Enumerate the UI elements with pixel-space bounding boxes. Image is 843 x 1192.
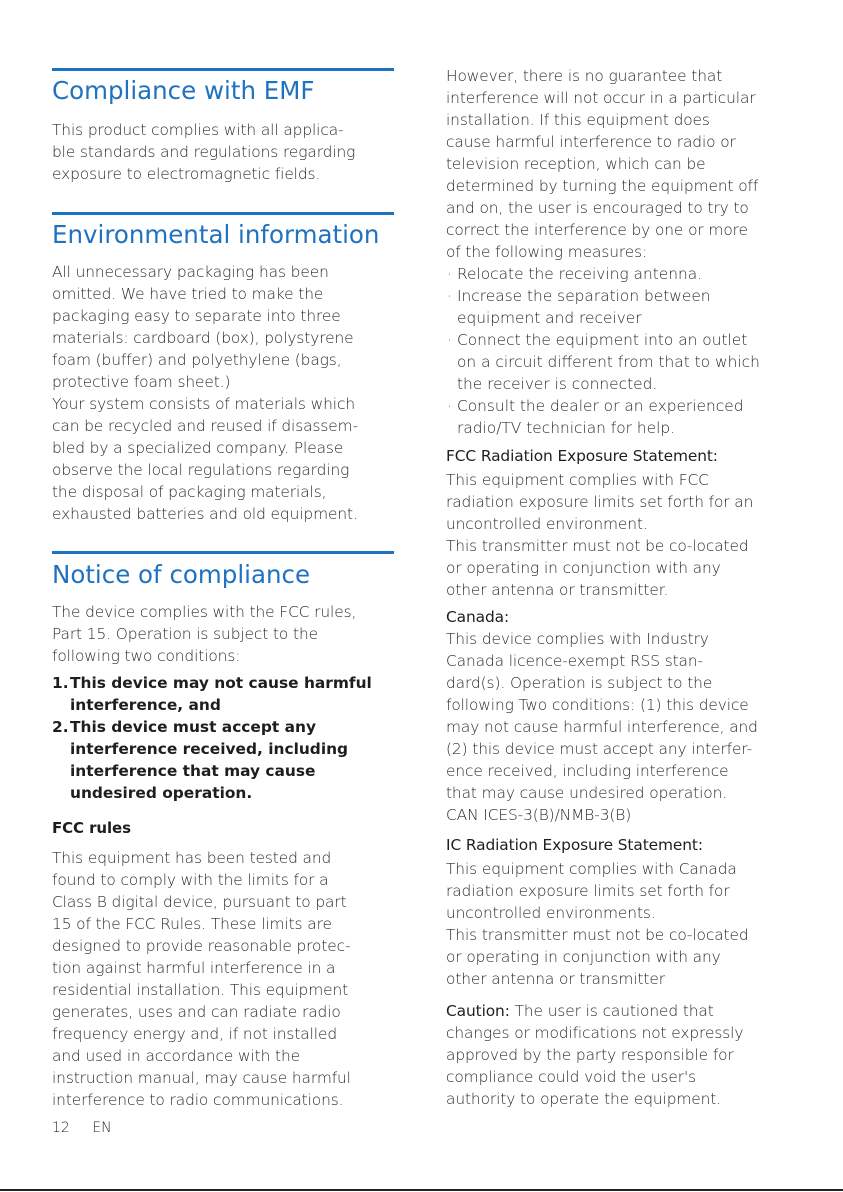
fcc-rules-body: This equipment has been tested and found to comply with the limits for a Class B digital device, pursuant to part 15 of the FCC Rules. These limits are designed to provide reasonable protec- tion against harmful interference in a residential installation. This equipment generates, uses and can radiate radio frequency energy and, if not installed and used in accordance with the instruction manual, may cause harmful interference to radio communications. bbox=[52, 849, 351, 1109]
language-code: EN bbox=[92, 1120, 112, 1136]
page-number: 12 bbox=[52, 1120, 70, 1136]
fcc-radiation-body: This equipment complies with FCC radiation exposure limits set forth for an uncontrolled environment. This transmitter must not be co-located or operating in conjunction with any other antenna or transmitter. bbox=[446, 471, 754, 599]
canada-body: This device complies with Industry Canada licence-exempt RSS stan- dard(s). Operation is subject to the following Two conditions: (1) this device may not cause harmful interference, and (2) this device must accept any interfer- ence received, including interference that may cause undesired operation. CAN ICES-3(B)/NMB-3(B) bbox=[446, 630, 758, 824]
section-rule bbox=[52, 68, 394, 71]
ic-radiation-body: This equipment complies with Canada radiation exposure limits set forth for uncontrolled environments. This transmitter must not be co-located or operating in conjunction with any other antenna or transmitter bbox=[446, 860, 749, 988]
ic-radiation-title: IC Radiation Exposure Statement: bbox=[446, 836, 703, 854]
list-item: · Connect the equipment into an outlet on a circuit different from that to which the receiver is connected. bbox=[447, 331, 760, 393]
list-item: 2. This device must accept any interference received, including interference that may cause undesired operation. bbox=[52, 718, 349, 802]
list-item: · Consult the dealer or an experienced radio/TV technician for help. bbox=[447, 397, 744, 437]
page-footer bbox=[52, 1118, 130, 1138]
list-item: 1. This device may not cause harmful interference, and bbox=[52, 674, 372, 714]
conditions-list bbox=[52, 672, 397, 804]
section-rule bbox=[52, 551, 394, 554]
list-item: · Increase the separation between equipment and receiver bbox=[447, 287, 711, 327]
measures-list bbox=[446, 263, 798, 439]
notice-intro: The device complies with the FCC rules, Part 15. Operation is subject to the following two conditions: bbox=[52, 603, 357, 665]
notice-heading: Notice of compliance bbox=[52, 560, 311, 589]
fcc-rules-title: FCC rules bbox=[52, 819, 131, 837]
section-rule bbox=[52, 212, 394, 215]
list-item: · Relocate the receiving antenna. bbox=[447, 265, 703, 283]
caution-label: Caution: bbox=[446, 1002, 510, 1020]
env-body-2: Your system consists of materials which can be recycled and reused if disassem- bled by a specialized company. Please observe the local regulations regarding the disposal of packaging materials, exhausted batteries and old equipment. bbox=[52, 395, 359, 523]
emf-heading: Compliance with EMF bbox=[52, 76, 315, 105]
env-body-1: All unnecessary packaging has been omitted. We have tried to make the packaging easy to separate into three materials: cardboard (box), polystyrene foam (buffer) and polyethylene (bags, protective foam sheet.) bbox=[52, 263, 354, 391]
bottom-divider bbox=[0, 1189, 843, 1191]
env-heading: Environmental information bbox=[52, 220, 380, 249]
caution-body: The user is cautioned that changes or modifications not expressly approved by the party responsible for compliance could void the user's authority to operate the equipment. bbox=[446, 1002, 744, 1108]
canada-title: Canada: bbox=[446, 608, 510, 626]
caution-paragraph bbox=[446, 1000, 798, 1110]
fcc-radiation-title: FCC Radiation Exposure Statement: bbox=[446, 447, 718, 465]
emf-body: This product complies with all applica- ble standards and regulations regarding exposure to electromagnetic fields. bbox=[52, 121, 356, 183]
however-body: However, there is no guarantee that interference will not occur in a particular installation. If this equipment does cause harmful interference to radio or television reception, which can be determined by turning the equipment off and on, the user is encouraged to try to correct the interference by one or more of the following measures: bbox=[446, 67, 759, 261]
